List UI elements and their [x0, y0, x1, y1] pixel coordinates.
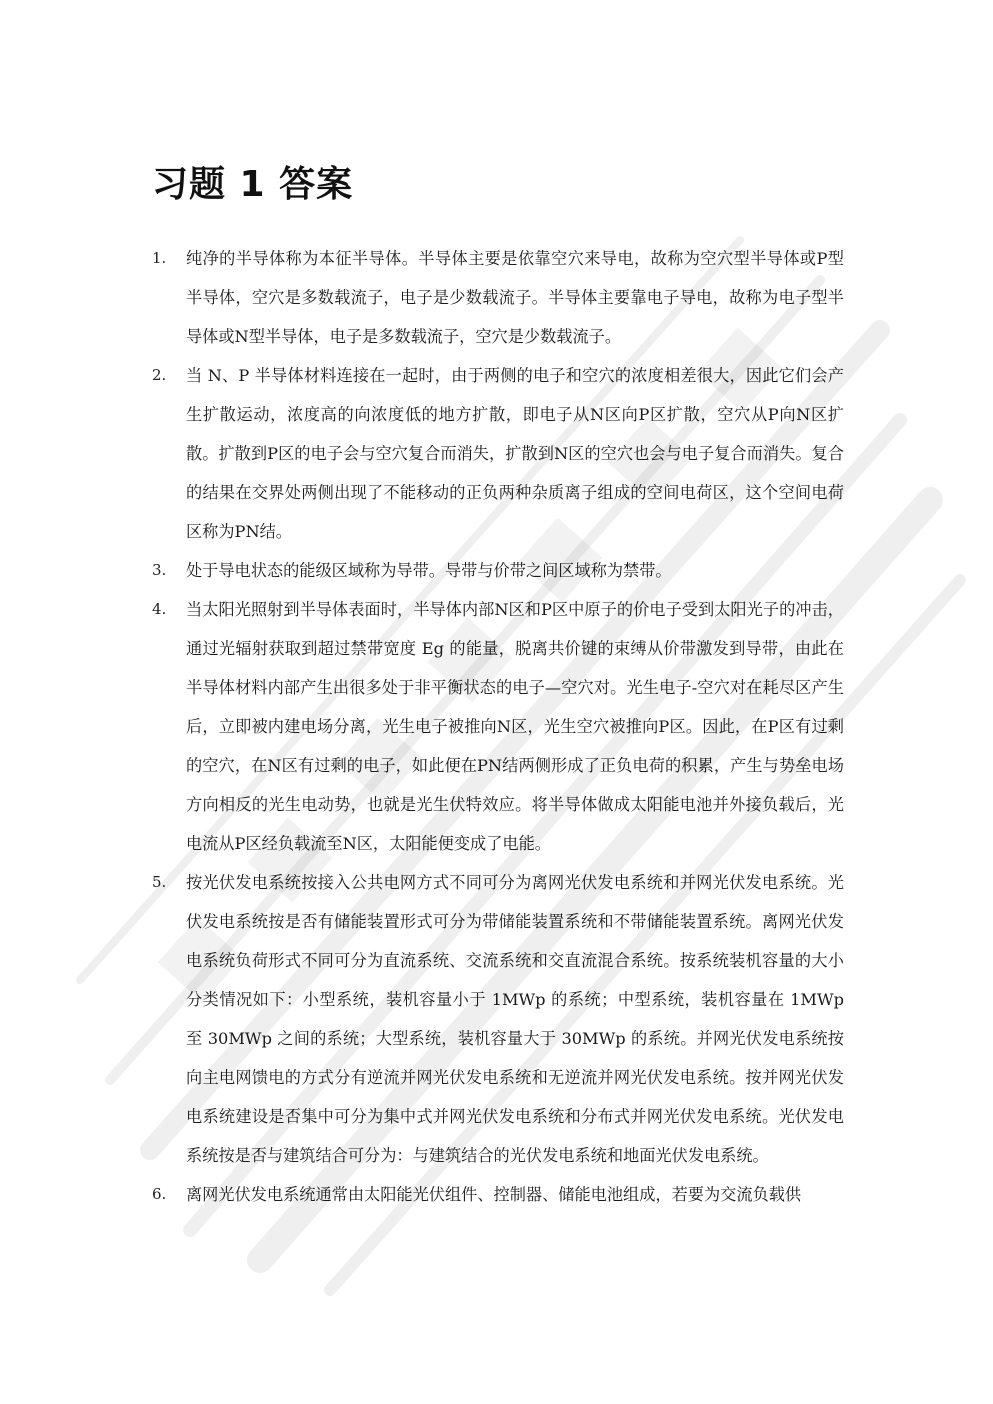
answer-item-6 [152, 1175, 844, 1214]
answer-text: 离网光伏发电系统通常由太阳能光伏组件、控制器、储能电池组成，若要为交流负载供 [186, 1185, 802, 1204]
page-title: 习题 1 答案 [152, 164, 354, 205]
answer-text: 纯净的半导体称为本征半导体。半导体主要是依靠空穴来导电，故称为空穴型半导体或P型半导体，空穴是多数载流子，电子是少数载流子。半导体主要靠电子导电，故称为电子型半导体或N型半导体，电子是多数载流子，空穴是少数载流子。 [186, 249, 844, 346]
answer-text: 当太阳光照射到半导体表面时，半导体内部N区和P区中原子的价电子受到太阳光子的冲击，通过光辐射获取到超过禁带宽度 Eg 的能量，脱离共价键的束缚从价带激发到导带，由此在半导体材料内部产生出很多处于非平衡状态的电子—空穴对。光生电子-空穴对在耗尽区产生后，立即被内建电场分离，光生电子被推向N区，光生空穴被推向P区。因此，在P区有过剩的空穴，在N区有过剩的电子，如此便在PN结两侧形成了正负电荷的积累，产生与势垒电场方向相反的光生电动势，也就是光生伏特效应。将半导体做成太阳能电池并外接负载后，光电流从P区经负载流至N区，太阳能便变成了电能。 [186, 600, 844, 853]
answer-text: 处于导电状态的能级区域称为导带。导带与价带之间区域称为禁带。 [186, 561, 672, 580]
answer-item-4 [152, 590, 844, 863]
answer-item-5 [152, 863, 844, 1175]
answer-list [152, 239, 844, 1214]
answer-number: 6. [152, 1185, 167, 1203]
answer-text: 当 N、P 半导体材料连接在一起时，由于两侧的电子和空穴的浓度相差很大，因此它们会产生扩散运动，浓度高的向浓度低的地方扩散，即电子从N区向P区扩散，空穴从P向N区扩散。扩散到P区的电子会与空穴复合而消失，扩散到N区的空穴也会与电子复合而消失。复合的结果在交界处两侧出现了不能移动的正负两种杂质离子组成的空间电荷区，这个空间电荷区称为PN结。 [186, 366, 844, 541]
answer-item-2 [152, 356, 844, 551]
answer-item-3 [152, 551, 844, 590]
answer-number: 2. [152, 366, 167, 384]
answer-number: 5. [152, 873, 167, 891]
answer-item-1 [152, 239, 844, 356]
answer-number: 1. [152, 249, 167, 267]
answer-number: 3. [152, 561, 167, 579]
answer-number: 4. [152, 600, 167, 618]
answer-text: 按光伏发电系统按接入公共电网方式不同可分为离网光伏发电系统和并网光伏发电系统。光伏发电系统按是否有储能装置形式可分为带储能装置系统和不带储能装置系统。离网光伏发电系统负荷形式不同可分为直流系统、交流系统和交直流混合系统。按系统装机容量的大小分类情况如下：小型系统，装机容量小于 1MWp 的系统；中型系统，装机容量在 1MWp 至 30MWp 之间的系统；大型系统，装机容量大于 30MWp 的系统。并网光伏发电系统按向主电网馈电的方式分有逆流并网光伏发电系统和无逆流并网光伏发电系统。按并网光伏发电系统建设是否集中可分为集中式并网光伏发电系统和分布式并网光伏发电系统。光伏发电系统按是否与建筑结合可分为：与建筑结合的光伏发电系统和地面光伏发电系统。 [186, 873, 844, 1165]
